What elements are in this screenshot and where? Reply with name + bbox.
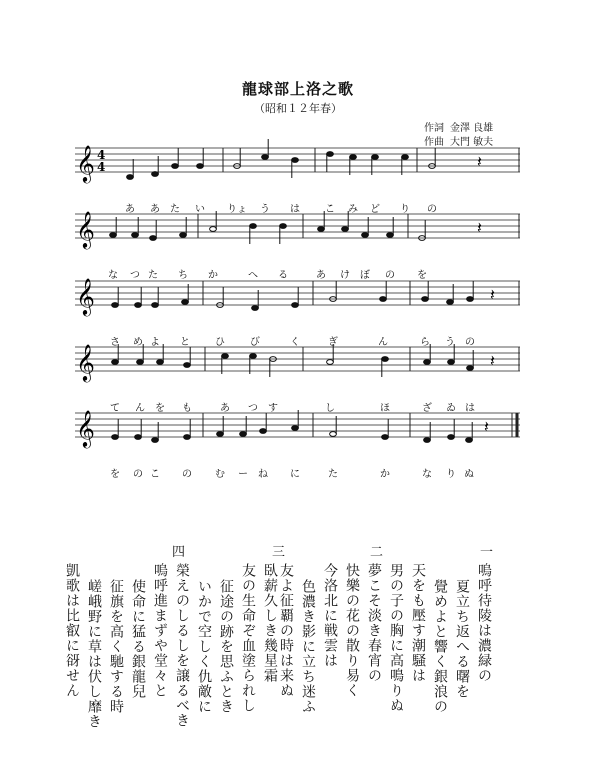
lyric-syllable: み (348, 204, 358, 215)
lyric-syllable: の (465, 337, 475, 348)
lyric-syllable: り (446, 469, 456, 480)
lyric-syllable: よ (150, 337, 160, 348)
lyric-syllable: て (110, 403, 120, 414)
lyric-syllable: に (290, 469, 300, 480)
song-date: （昭和１２年春） (254, 102, 342, 115)
staff-4 (75, 343, 520, 399)
lyric-syllable: ぎ (328, 337, 338, 348)
lyric-syllable: ん (378, 337, 388, 348)
verse-2-line-1: 夢こそ淡き春宵の (366, 563, 382, 683)
verse-number-1: 一 (480, 545, 494, 560)
notes (112, 281, 474, 310)
lyric-syllable: あ (150, 204, 160, 215)
lyrics-line-5 (75, 465, 520, 479)
quarter-rest-icon: 𝄽 (490, 351, 495, 370)
lyricist-credit (424, 119, 499, 134)
lyric-syllable: も (182, 403, 192, 414)
verse-number-2: 二 (370, 545, 384, 560)
lyric-syllable: た (148, 270, 158, 281)
verse-3-line-1: 臥薪久しき幾星霜 (262, 563, 278, 683)
verse-2-line-5: 友よ征覇の時は来ぬ (278, 563, 294, 698)
verse-4-line-3: 征旗を高く馳する時 (108, 579, 124, 714)
lyric-syllable: こ (325, 204, 335, 215)
verse-1-line-4: 天をも壓す潮騒は (410, 563, 426, 683)
composer-name: 大門 敏夫 (450, 137, 494, 148)
lyric-syllable: ざ (422, 403, 432, 414)
time-signature-numerator: 4 (97, 148, 106, 162)
verse-3-line-2: 友の生命ぞ血塗られし (240, 563, 256, 713)
lyric-syllable: ら (420, 337, 430, 348)
music-system-1 (75, 144, 520, 215)
lyric-syllable: す (268, 403, 278, 414)
verse-1-line-1: 嗚呼待陵は濃緑の (476, 563, 492, 683)
lyric-syllable: ち (178, 270, 188, 281)
treble-clef-icon: 𝄞 (76, 343, 95, 381)
lyric-syllable: を (110, 469, 120, 480)
verse-1-line-3: 覺めよと響く銀浪の (432, 579, 448, 714)
staff-lines (75, 413, 520, 437)
lyric-syllable: う (260, 204, 270, 215)
lyric-syllable: る (278, 270, 288, 281)
lyric-syllable: う (445, 337, 455, 348)
lyric-syllable: か (208, 270, 218, 281)
lyric-syllable: と (180, 337, 190, 348)
quarter-rest-icon: 𝄽 (477, 218, 482, 237)
verse-4-line-5: 凱歌は比叡に谺せん (64, 563, 80, 698)
music-system-3 (75, 277, 520, 348)
lyric-syllable: つ (248, 403, 258, 414)
song-title: 龍球部上洛之歌 (241, 80, 354, 98)
lyric-syllable: ー (238, 469, 248, 480)
lyric-syllable: ぬ (464, 469, 474, 480)
lyric-syllable: ど (370, 204, 380, 215)
lyric-syllable: ね (258, 469, 268, 480)
staff-lines (75, 347, 520, 371)
verse-3-line-3: 征途の跡を思ふとき (218, 579, 234, 714)
lyric-syllable: を (417, 270, 427, 281)
lyric-syllable: な (422, 469, 432, 480)
lyric-syllable: め (133, 337, 143, 348)
quarter-rest-icon: 𝄽 (477, 152, 482, 171)
lyric-syllable: りょ (227, 204, 247, 215)
composer-role: 作曲 (424, 137, 444, 148)
staff-2 (75, 210, 520, 266)
notes (110, 211, 426, 244)
lyric-syllable: む (215, 469, 225, 480)
verse-1-line-2: 夏立ち返へる曙を (454, 579, 470, 699)
verse-2-line-4: 色濃き影に立ち迷ふ (300, 579, 316, 714)
lyric-syllable: へ (248, 270, 258, 281)
verse-number-4: 四 (172, 545, 186, 560)
lyric-syllable: は (290, 204, 300, 215)
treble-clef-icon: 𝄞 (76, 277, 95, 315)
staff-1 (75, 144, 520, 200)
lyric-syllable: の (133, 469, 143, 480)
verse-3-line-5: 榮えのしるしを譲るべき (174, 563, 190, 728)
treble-clef-icon: 𝄞 (76, 409, 95, 447)
lyric-syllable: の (385, 270, 395, 281)
lyric-syllable: び (250, 337, 260, 348)
music-system-4 (75, 343, 520, 414)
lyric-syllable: こ (150, 469, 160, 480)
lyric-syllable: り (400, 204, 410, 215)
lyric-syllable: な (108, 270, 118, 281)
lyric-syllable: し (325, 403, 335, 414)
verse-2-line-3: 今洛北に戦雲は (322, 563, 338, 668)
music-system-2 (75, 210, 520, 281)
lyric-syllable: つ (130, 270, 140, 281)
treble-clef-icon: 𝄞 (76, 210, 95, 248)
lyric-syllable: の (427, 204, 437, 215)
time-signature-denominator: 4 (97, 160, 106, 174)
quarter-rest-icon: 𝄽 (484, 417, 489, 436)
lyric-syllable: け (340, 270, 350, 281)
staff-lines (75, 214, 520, 238)
lyric-syllable: た (170, 204, 180, 215)
lyric-syllable: を (155, 403, 165, 414)
lyric-syllable: ん (135, 403, 145, 414)
verse-4-line-1: 嗚呼進まずや堂々と (152, 563, 168, 698)
treble-clef-icon: 𝄞 (76, 144, 95, 182)
lyric-syllable: ほ (380, 403, 390, 414)
lyric-syllable: あ (125, 204, 135, 215)
lyric-syllable: の (182, 469, 192, 480)
lyric-syllable: さ (110, 337, 120, 348)
lyric-syllable: ゐ (446, 403, 456, 414)
lyric-syllable: あ (316, 270, 326, 281)
lyric-syllable: あ (220, 403, 230, 414)
notes (112, 410, 473, 442)
verse-1-line-5: 男の子の胸に高鳴りぬ (388, 563, 404, 713)
lyric-syllable: い (195, 204, 205, 215)
lyric-syllable: く (290, 337, 300, 348)
lyric-syllable: ひ (215, 337, 225, 348)
verse-4-line-2: 使命に猛る銀龍兒 (130, 579, 146, 699)
verse-number-3: 三 (272, 545, 286, 560)
notes (112, 344, 474, 377)
lyric-syllable: た (328, 469, 338, 480)
lyric-syllable: は (465, 403, 475, 414)
verse-3-line-4: いかで空しく仇敵に (196, 579, 212, 714)
music-system-5 (75, 409, 520, 480)
notes (127, 139, 436, 179)
lyric-syllable: か (380, 469, 390, 480)
staff-3 (75, 277, 520, 333)
verse-4-line-4: 嵯峨野に草は伏し靡き (86, 579, 102, 729)
staff-5 (75, 409, 520, 465)
lyricist-role: 作詞 (424, 123, 444, 134)
lyricist-name: 金澤 良雄 (450, 123, 494, 134)
verse-2-line-2: 快樂の花の散り易く (344, 563, 360, 698)
lyric-syllable: ぼ (360, 270, 370, 281)
quarter-rest-icon: 𝄽 (490, 285, 495, 304)
